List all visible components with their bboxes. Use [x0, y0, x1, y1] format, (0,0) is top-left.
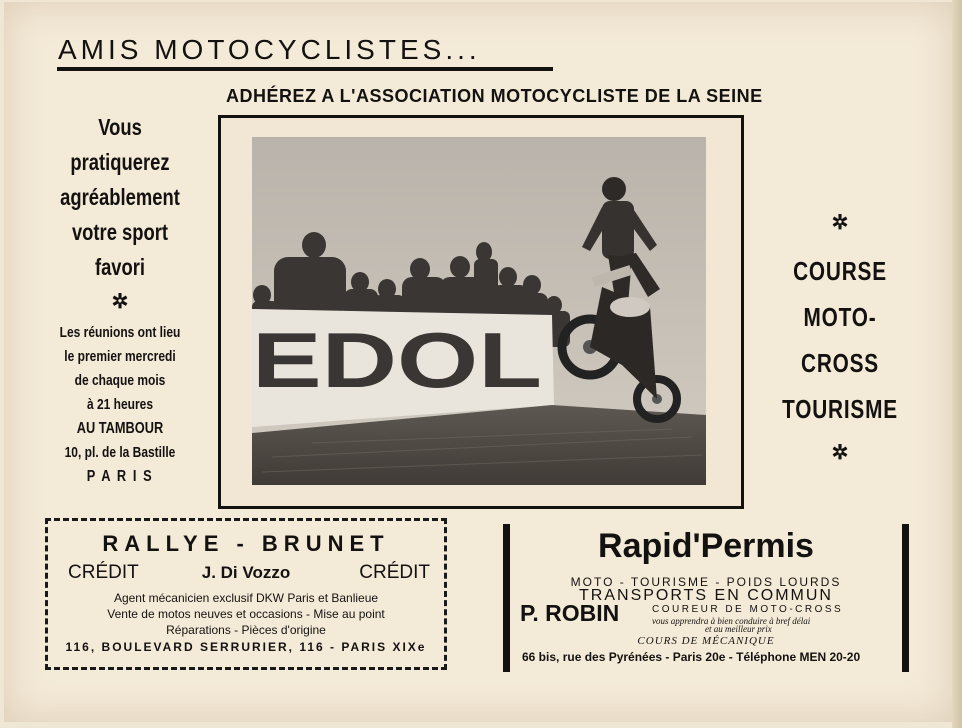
- ad-rapid-title: Rapid'Permis: [598, 527, 814, 565]
- subtitle: ADHÉREZ A L'ASSOCIATION MOTOCYCLISTE DE LA SEINE: [226, 86, 763, 106]
- header-rule: [57, 67, 553, 71]
- left-line-2: pratiquerez: [70, 149, 170, 175]
- ad-rallye-title: RALLYE - BRUNET: [102, 531, 390, 556]
- ad-rallye-line-3: Réparations - Pièces d'origine: [166, 623, 326, 637]
- banner-text: EDOL: [252, 316, 542, 404]
- ad-rapid-line-3: TRANSPORTS EN COMMUN: [579, 587, 833, 604]
- left-detail-3: de chaque mois: [74, 372, 166, 389]
- left-line-1: Vous: [98, 114, 142, 140]
- left-detail-4: à 21 heures: [86, 396, 154, 413]
- ad-rapid-cours: COURS DE MÉCANIQUE: [637, 635, 775, 647]
- ad-rapid-footer: 66 bis, rue des Pyrénées - Paris 20e - Téléphone MEN 20-20: [522, 650, 861, 664]
- left-detail-7: P A R I S: [86, 468, 154, 485]
- left-line-5: favori: [94, 254, 146, 280]
- left-line-4: votre sport: [71, 219, 169, 245]
- left-line-3: agréablement: [60, 184, 180, 210]
- motocross-photo: [252, 137, 706, 485]
- right-line-1: COURSE: [793, 256, 887, 286]
- left-detail-5: AU TAMBOUR: [76, 420, 164, 437]
- credit-right: CRÉDIT: [359, 562, 430, 583]
- ad-rallye-brunet: [45, 518, 447, 670]
- ad-rapid-name: P. ROBIN: [520, 600, 620, 626]
- right-line-2: MOTO-CROSS: [801, 302, 879, 378]
- star-icon: ✲: [831, 442, 849, 464]
- left-detail-1: Les réunions ont lieu: [59, 324, 181, 341]
- ad-rallye-name: J. Di Vozzo: [201, 563, 291, 582]
- left-column: [40, 110, 200, 489]
- left-detail-6: 10, pl. de la Bastille: [64, 444, 176, 461]
- ad-rallye-address: 116, BOULEVARD SERRURIER, 116 - PARIS XIXe: [65, 640, 427, 654]
- right-column: [760, 212, 920, 464]
- ad-rapid-tag-2: vous apprendra à bien conduire à bref délai: [652, 616, 811, 626]
- star-icon: ✲: [831, 212, 849, 234]
- star-icon: ✲: [111, 291, 129, 313]
- ad-rapid-line-2: MOTO - TOURISME - POIDS LOURDS: [570, 575, 842, 589]
- ad-rallye-line-1: Agent mécanicien exclusif DKW Paris et Banlieue: [113, 591, 379, 605]
- ad-rallye-line-2: Vente de motos neuves et occasions - Mise au point: [107, 607, 385, 621]
- credit-left: CRÉDIT: [68, 562, 139, 583]
- left-detail-2: le premier mercredi: [64, 348, 176, 365]
- ad-rapid-permis: [503, 524, 909, 672]
- right-line-3: TOURISME: [782, 394, 898, 424]
- page-edge: [952, 0, 962, 728]
- ad-rapid-tag-3: et au meilleur prix: [705, 624, 772, 634]
- ad-rapid-tag-1: COUREUR DE MOTO-CROSS: [652, 604, 844, 615]
- header-title: AMIS MOTOCYCLISTES...: [58, 34, 481, 65]
